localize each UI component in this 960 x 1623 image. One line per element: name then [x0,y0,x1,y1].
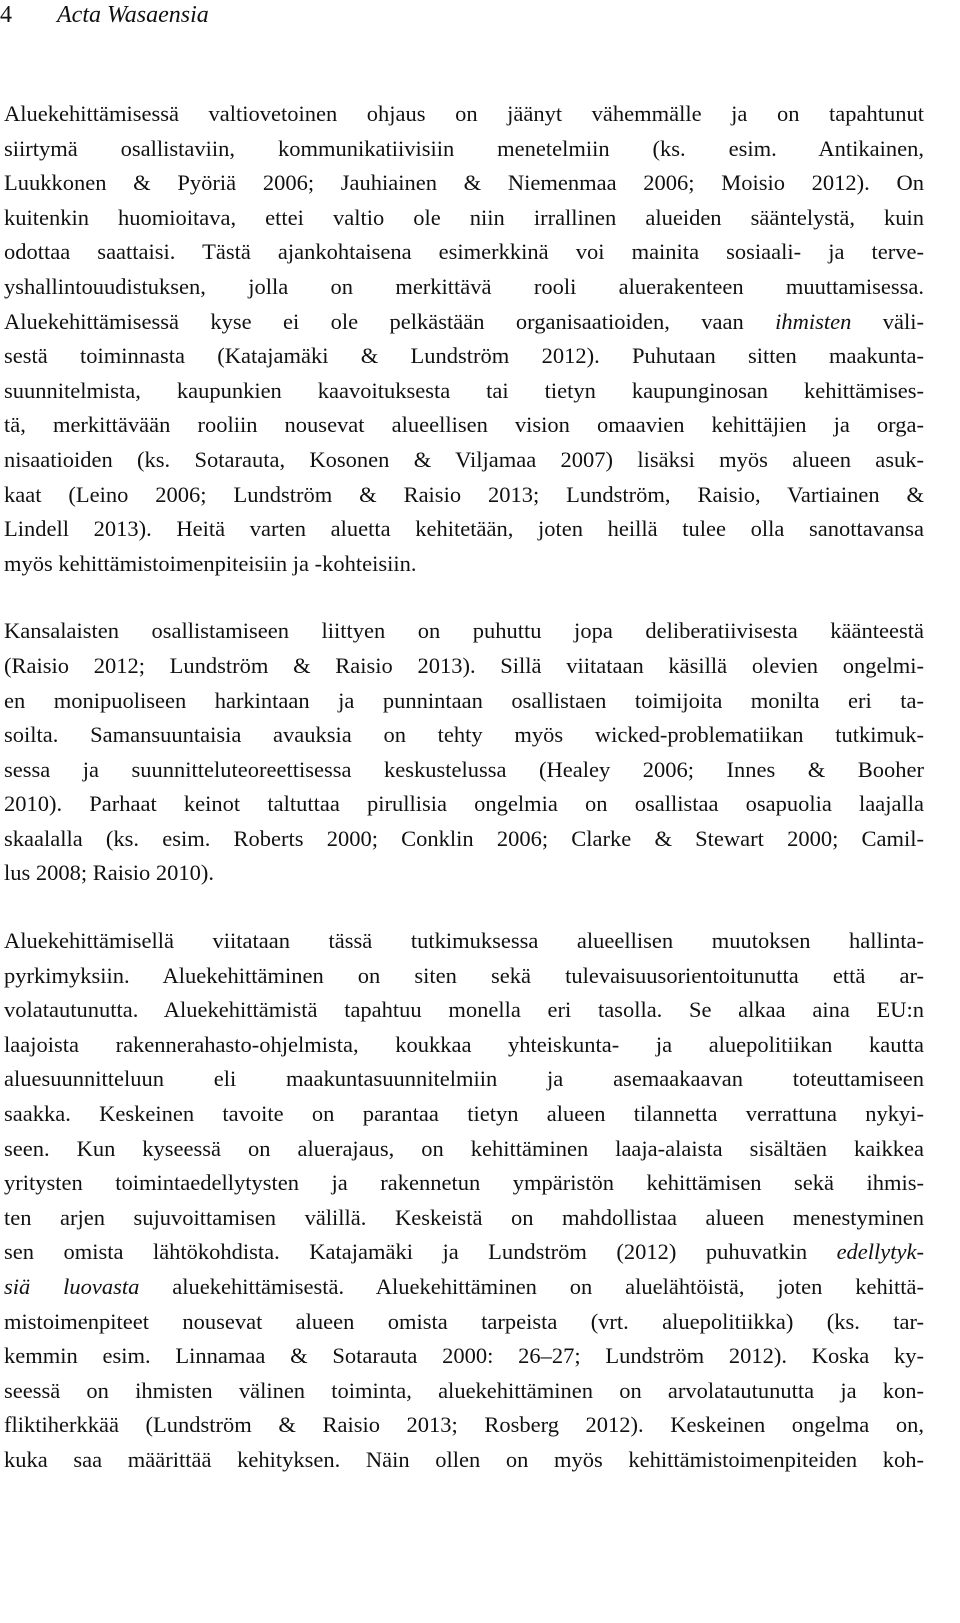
text-line [4,924,924,959]
text-line [4,1132,924,1167]
text-run: suunnitelmista, kaupunkien kaavoituksesta tai tietyn kaupunginosan kehittämises- [4,377,924,403]
text-run: sessa ja suunnitteluteoreettisessa keskustelussa (Healey 2006; Innes & Booher [4,756,924,782]
text-line [4,97,924,132]
text-line [4,408,924,443]
text-line [4,512,924,547]
text-line [4,993,924,1028]
text-run: skaalalla (ks. esim. Roberts 2000; Conklin 2006; Clarke & Stewart 2000; Camil- [4,825,924,851]
text-run: Aluekehittämisellä viitataan tässä tutkimuksessa alueellisen muutoksen hallinta- [4,928,924,954]
text-line [4,787,924,822]
italic-text: edellytyk- [836,1239,924,1265]
text-run: Aluekehittämisessä kyse ei ole pelkästään organisaatioiden, vaan [4,308,776,334]
text-run: myös kehittämistoimenpiteisiin ja -kohteisiin. [4,550,417,576]
text-run: volatautunutta. Aluekehittämistä tapahtuu monella eri tasolla. Se alkaa aina EU:n [4,997,924,1023]
text-run: lus 2008; Raisio 2010). [4,860,215,886]
paragraph-gap [4,581,924,614]
text-run: kemmin esim. Linnamaa & Sotarauta 2000: 26–27; Lundström 2012). Koska ky- [4,1343,924,1369]
text-run: Luukkonen & Pyöriä 2006; Jauhiainen & Niemenmaa 2006; Moisio 2012). On [4,170,924,196]
text-line [4,856,924,891]
text-line [4,753,924,788]
text-run: Aluekehittämisessä valtiovetoinen ohjaus on jäänyt vähemmälle ja on tapahtunut [4,101,924,126]
text-line [4,547,924,582]
text-run: en monipuoliseen harkintaan ja punnintaan osallistaen toimijoita monilta eri ta- [4,687,924,713]
text-run: aluesuunnitteluun eli maakuntasuunnitelmiin ja asemaakaavan toteuttamiseen [4,1066,924,1092]
text-run: kuka saa määrittää kehityksen. Näin ollen on myös kehittämistoimenpiteiden koh- [4,1446,924,1472]
text-run: sestä toiminnasta (Katajamäki & Lundström 2012). Puhutaan sitten maakunta- [4,343,924,369]
text-run: saakka. Keskeinen tavoite on parantaa tietyn alueen tilannetta verrattuna nykyi- [4,1101,924,1127]
text-line [4,1062,924,1097]
text-line [4,1339,924,1374]
text-line [4,1374,924,1409]
text-run: yritysten toimintaedellytysten ja rakennetun ympäristön kehittämisen sekä ihmis- [4,1170,924,1196]
text-run: Kansalaisten osallistamiseen liittyen on puhuttu jopa deliberatiivisesta käänteestä [4,618,924,644]
text-line [4,718,924,753]
text-line [4,614,924,649]
text-line [4,443,924,478]
text-line [4,684,924,719]
text-run: Lindell 2013). Heitä varten aluetta kehitetään, joten heillä tulee olla sanottavansa [4,516,924,542]
text-line [4,339,924,374]
text-line [4,235,924,270]
text-run: fliktiherkkää (Lundström & Raisio 2013; Rosberg 2012). Keskeinen ongelma on, [4,1412,924,1438]
text-line [4,305,924,340]
text-line [4,649,924,684]
paragraph [4,614,924,891]
text-run: seessä on ihmisten välinen toiminta, aluekehittäminen on arvolatautunutta ja kon- [4,1377,924,1403]
text-run: yshallintouudistuksen, jolla on merkittävä rooli aluerakenteen muuttamisessa. [4,273,924,299]
italic-text: ihmisten [775,308,852,334]
text-run: soilta. Samansuuntaisia avauksia on tehty myös wicked-problematiikan tutkimuk- [4,722,924,748]
text-run: pyrkimyksiin. Aluekehittäminen on siten sekä tulevaisuusorientoitunutta että ar- [4,962,924,988]
text-run: kaat (Leino 2006; Lundström & Raisio 2013; Lundström, Raisio, Vartiainen & [4,481,924,507]
text-line [4,1305,924,1340]
text-line [4,374,924,409]
text-line [4,822,924,857]
italic-text: siä luovasta [4,1274,140,1299]
journal-title: Acta Wasaensia [57,2,209,28]
text-line [4,959,924,994]
paragraph [4,97,924,581]
text-run: ten arjen sujuvoittamisen välillä. Keskeistä on mahdollistaa alueen menestyminen [4,1204,924,1230]
text-line [4,1443,924,1478]
text-line [4,1201,924,1236]
text-run: odottaa saattaisi. Tästä ajankohtaisena esimerkkinä voi mainita sosiaali- ja terve- [4,239,924,265]
text-line [4,1235,924,1270]
body-text [4,97,924,1478]
paragraph-gap [4,891,924,924]
paragraph [4,924,924,1478]
text-line [4,1028,924,1063]
text-line [4,1097,924,1132]
text-run: seen. Kun kyseessä on aluerajaus, on kehittäminen laaja-alaista sisältäen kaikkea [4,1135,924,1161]
text-run: väli- [851,308,924,334]
text-run: sen omista lähtökohdista. Katajamäki ja Lundström (2012) puhuvatkin [4,1239,837,1265]
text-line [4,1270,924,1305]
text-line [4,270,924,305]
text-line [4,166,924,201]
text-run: aluekehittämisestä. Aluekehittäminen on aluelähtöistä, joten kehittä- [139,1274,924,1299]
text-line [4,201,924,236]
text-run: nisaatioiden (ks. Sotarauta, Kosonen & Viljamaa 2007) lisäksi myös alueen asuk- [4,446,924,472]
text-run: 2010). Parhaat keinot taltuttaa pirullisia ongelmia on osallistaa osapuolia laajalla [4,791,924,817]
text-line [4,1408,924,1443]
text-run: kuitenkin huomioitava, ettei valtio ole niin irrallinen alueiden sääntelystä, kuin [4,204,924,230]
text-run: tä, merkittävään rooliin nousevat alueellisen vision omaavien kehittäjien ja orga- [4,412,924,438]
text-run: mistoimenpiteet nousevat alueen omista tarpeista (vrt. aluepolitiikka) (ks. tar- [4,1308,924,1334]
text-line [4,478,924,513]
page-number: 4 [0,2,12,28]
text-line [4,132,924,167]
text-run: laajoista rakennerahasto-ohjelmista, koukkaa yhteiskunta- ja aluepolitiikan kautta [4,1031,924,1057]
text-run: (Raisio 2012; Lundström & Raisio 2013). Sillä viitataan käsillä olevien ongelmi- [4,652,924,678]
text-run: siirtymä osallistaviin, kommunikatiivisiin menetelmiin (ks. esim. Antikainen, [4,135,924,161]
text-line [4,1166,924,1201]
